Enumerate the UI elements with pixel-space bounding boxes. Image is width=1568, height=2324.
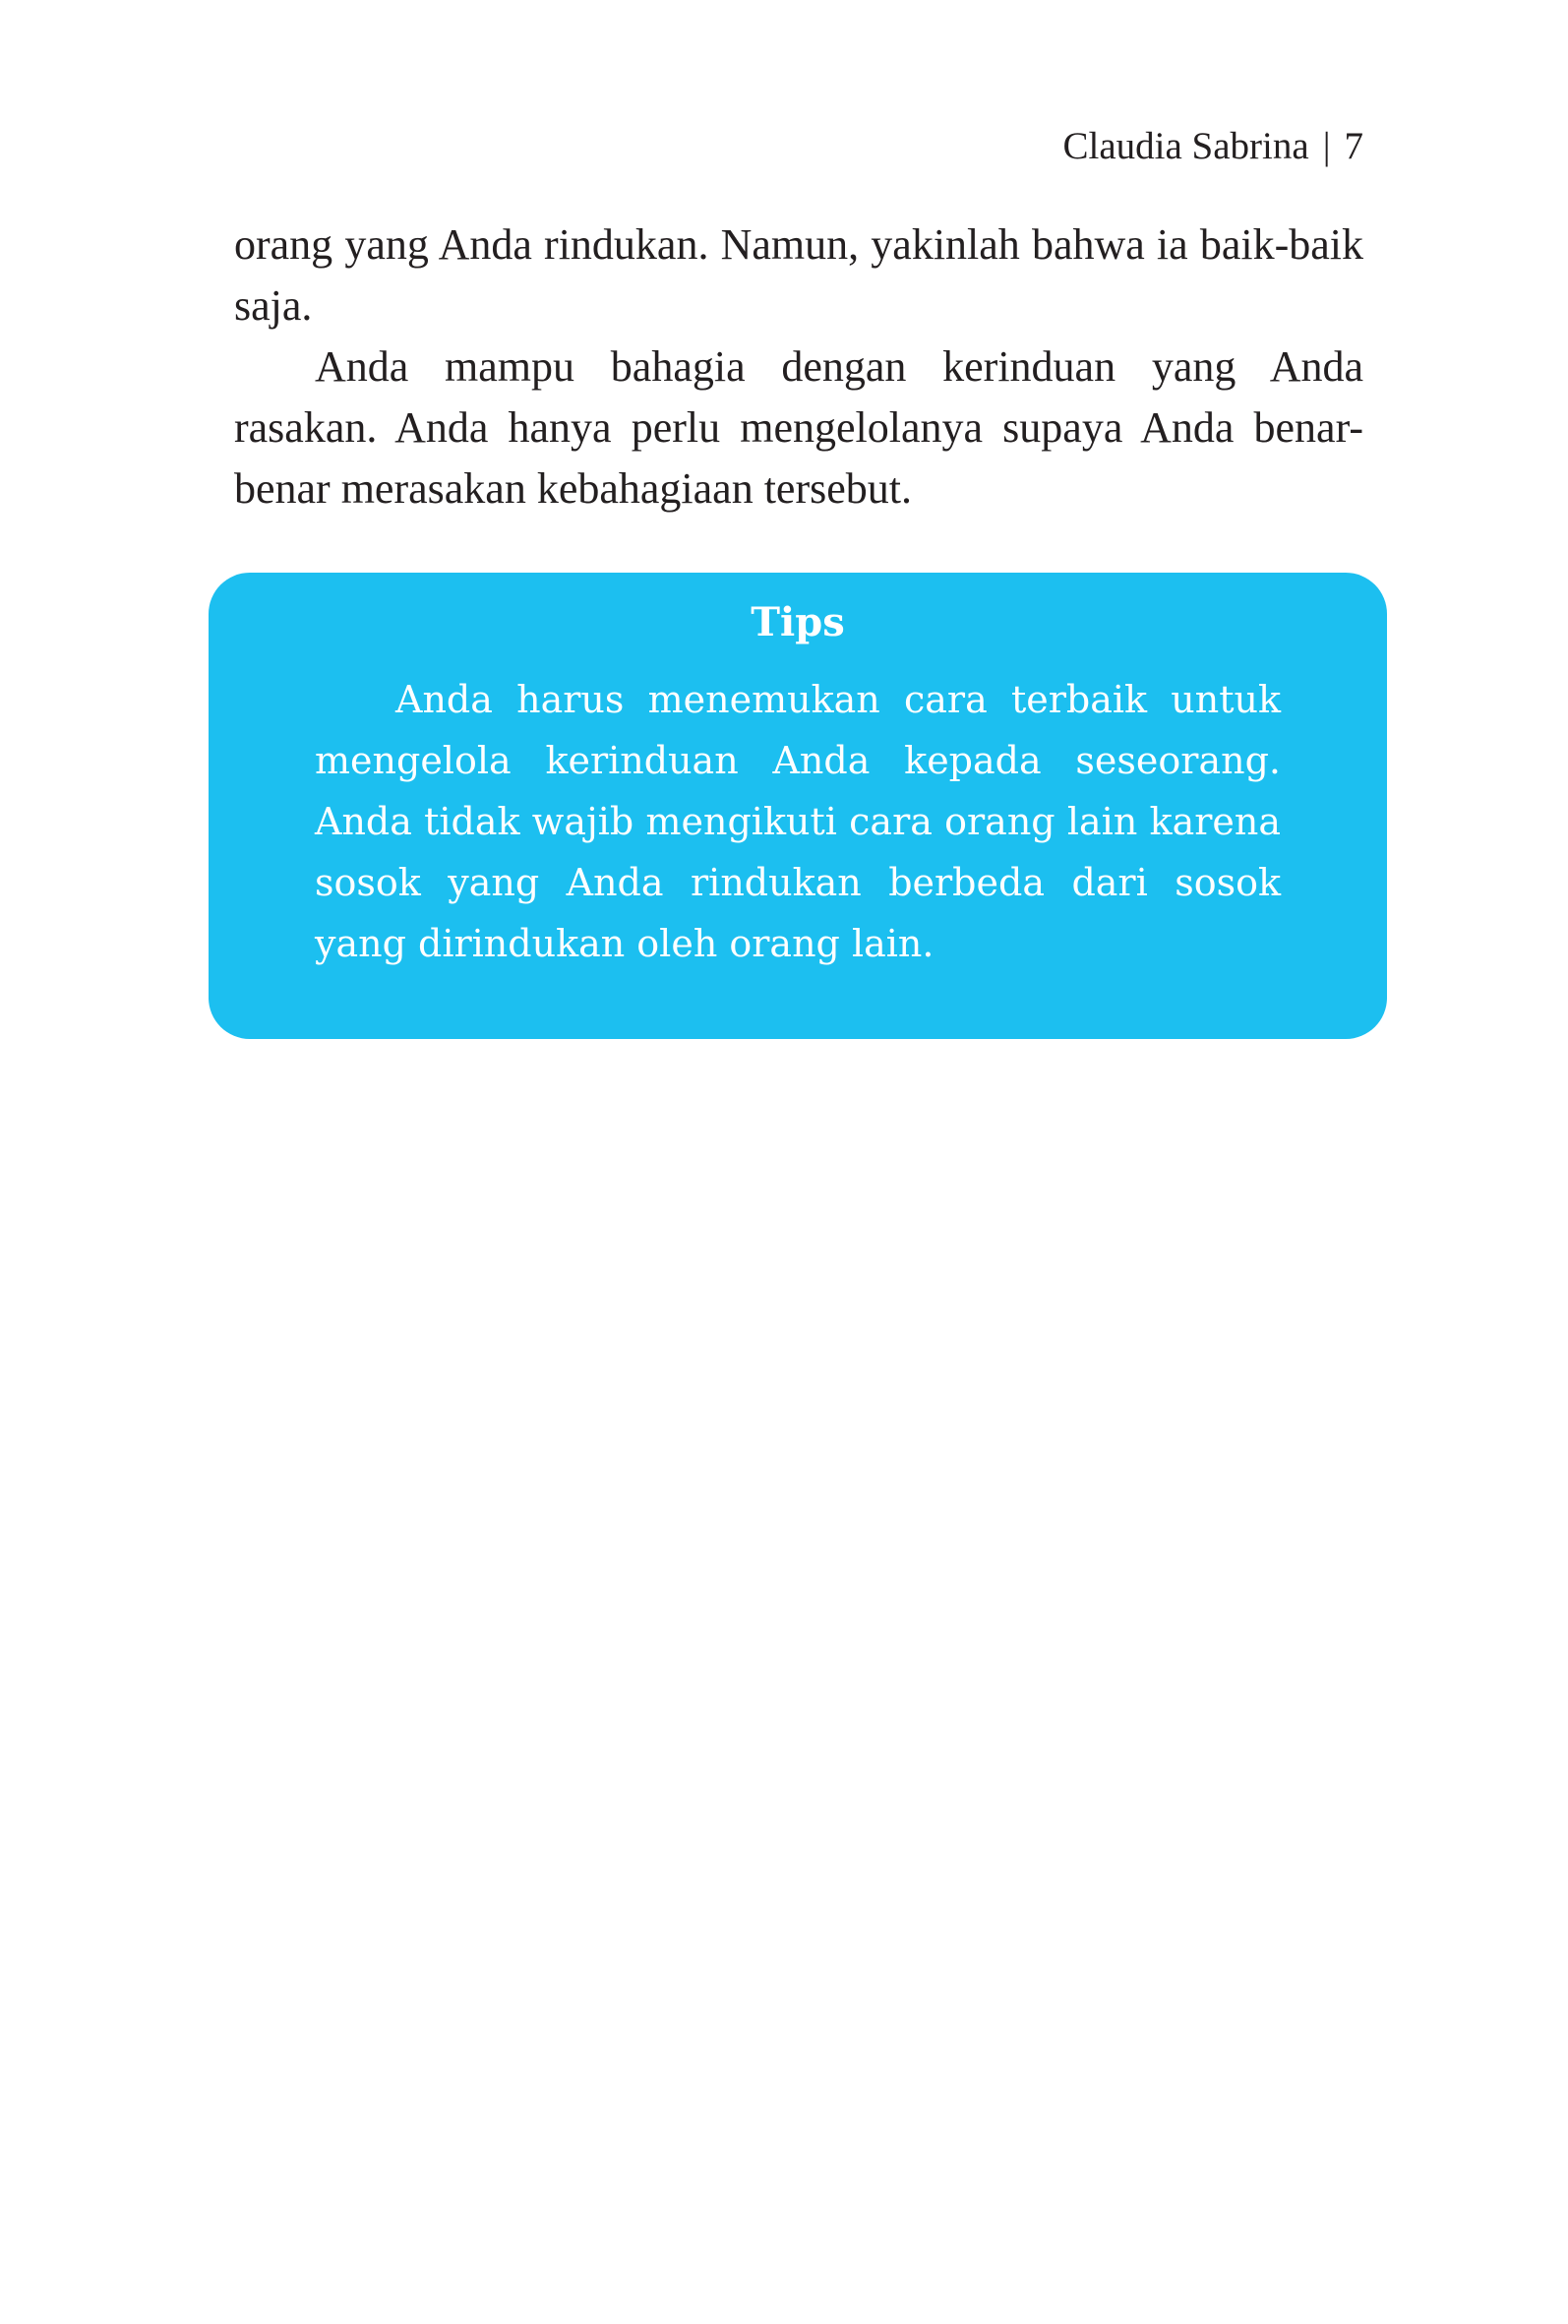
tips-box	[209, 573, 1387, 1039]
author-name: Claudia Sabrina	[1062, 125, 1309, 167]
tips-paragraph: Anda harus menemukan cara terbaik untuk mengelola kerinduan Anda kepada seseorang. Anda tidak wajib mengikuti cara orang lain karena sosok yang Anda rindukan berbeda dari sosok yang dirindukan oleh orang lain.	[315, 678, 1281, 965]
paragraph: Anda mampu bahagia dengan kerinduan yang Anda rasakan. Anda hanya perlu mengelolanya supaya Anda benar-benar merasakan kebahagiaan tersebut.	[234, 342, 1363, 513]
header-separator: |	[1322, 125, 1331, 167]
page-number: 7	[1344, 125, 1363, 167]
tips-title: Tips	[751, 599, 845, 645]
body-text	[234, 214, 1363, 520]
tips-text	[315, 669, 1281, 974]
paragraph-continuation: orang yang Anda rindukan. Namun, yakinlah bahwa ia baik-baik saja.	[234, 220, 1363, 330]
running-head	[0, 122, 1363, 171]
